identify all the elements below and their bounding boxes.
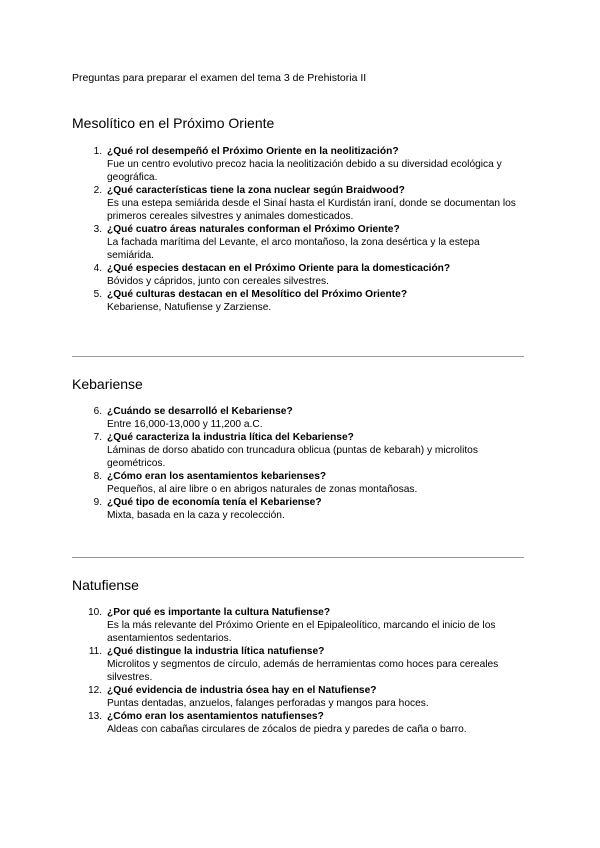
section-divider (72, 356, 524, 357)
section-divider (72, 557, 524, 558)
answer-text: Pequeños, al aire libre o en abrigos naturales de zonas montañosas. (107, 484, 418, 495)
question-number: 5. (93, 289, 102, 300)
question-item (72, 470, 525, 496)
question-list (72, 405, 532, 522)
question-text: ¿Qué caracteriza la industria lítica del Kebariense? (107, 432, 354, 443)
question-number: 2. (93, 185, 102, 196)
question-item (72, 645, 525, 684)
question-item (72, 145, 525, 184)
question-number: 9. (93, 497, 102, 508)
answer-text: La fachada marítima del Levante, el arco montañoso, la zona desértica y la estepa semiárida. (107, 237, 480, 261)
question-text: ¿Qué cuatro áreas naturales conforman el Próximo Oriente? (107, 224, 400, 235)
answer-text: Bóvidos y cápridos, junto con cereales silvestres. (107, 276, 329, 287)
question-text: ¿Qué distingue la industria lítica natufiense? (107, 646, 325, 657)
question-item (72, 262, 525, 288)
question-number: 3. (93, 224, 102, 235)
answer-text: Puntas dentadas, anzuelos, falanges perforadas y mangos para hoces. (107, 698, 429, 709)
question-text: ¿Qué tipo de economía tenía el Kebariense? (107, 497, 322, 508)
question-text: ¿Qué culturas destacan en el Mesolítico del Próximo Oriente? (107, 289, 408, 300)
question-text: ¿Qué especies destacan en el Próximo Oriente para la domesticación? (107, 263, 451, 274)
question-text: ¿Por qué es importante la cultura Natufiense? (107, 607, 331, 618)
section-heading: Mesolítico en el Próximo Oriente (72, 115, 275, 131)
question-text: ¿Qué características tiene la zona nuclear según Braidwood? (107, 185, 405, 196)
question-item (72, 223, 525, 262)
question-text: ¿Cuándo se desarrolló el Kebariense? (107, 406, 293, 417)
section-natufiense (72, 576, 532, 736)
question-item (72, 684, 525, 710)
question-number: 12. (88, 685, 102, 696)
question-item (72, 606, 525, 645)
answer-text: Es una estepa semiárida desde el Sinaí hasta el Kurdistán iraní, donde se documentan los primeros cereales silvestres y animales domesticados. (107, 198, 516, 222)
question-number: 6. (93, 406, 102, 417)
answer-text: Entre 16,000-13,000 y 11,200 a.C. (107, 419, 263, 430)
section-heading: Natufiense (72, 577, 139, 593)
answer-text: Kebariense, Natufiense y Zarziense. (107, 302, 272, 313)
question-number: 10. (88, 607, 102, 618)
question-number: 4. (93, 263, 102, 274)
question-item (72, 184, 525, 223)
question-text: ¿Cómo eran los asentamientos kebarienses? (107, 471, 327, 482)
question-item (72, 496, 525, 522)
answer-text: Microlitos y segmentos de círculo, además de herramientas como hoces para cereales silvestres. (107, 659, 499, 683)
question-text: ¿Qué evidencia de industria ósea hay en el Natufiense? (107, 685, 377, 696)
document-title: Preguntas para preparar el examen del tema 3 de Prehistoria II (72, 72, 367, 84)
question-text: ¿Cómo eran los asentamientos natufienses? (107, 711, 324, 722)
question-number: 8. (93, 471, 102, 482)
question-item (72, 710, 525, 736)
answer-text: Láminas de dorso abatido con truncadura oblicua (puntas de kebarah) y microlitos geométricos. (107, 445, 478, 469)
section-kebariense (72, 375, 532, 522)
answer-text: Mixta, basada en la caza y recolección. (107, 510, 285, 521)
section-mesolitico (72, 114, 532, 314)
question-number: 7. (93, 432, 102, 443)
question-number: 13. (88, 711, 102, 722)
question-number: 11. (88, 646, 102, 657)
question-item (72, 288, 525, 314)
answer-text: Es la más relevante del Próximo Oriente en el Epipaleolítico, marcando el inicio de los asentamientos sedentarios. (107, 620, 496, 644)
question-list (72, 145, 532, 314)
answer-text: Fue un centro evolutivo precoz hacia la neolitización debido a su diversidad ecológica y geográfica. (107, 159, 502, 183)
question-item (72, 405, 525, 431)
question-list (72, 606, 532, 736)
question-item (72, 431, 525, 470)
question-text: ¿Qué rol desempeñó el Próximo Oriente en la neolitización? (107, 146, 399, 157)
answer-text: Aldeas con cabañas circulares de zócalos de piedra y paredes de caña o barro. (107, 724, 467, 735)
question-number: 1. (93, 146, 102, 157)
section-heading: Kebariense (72, 376, 143, 392)
